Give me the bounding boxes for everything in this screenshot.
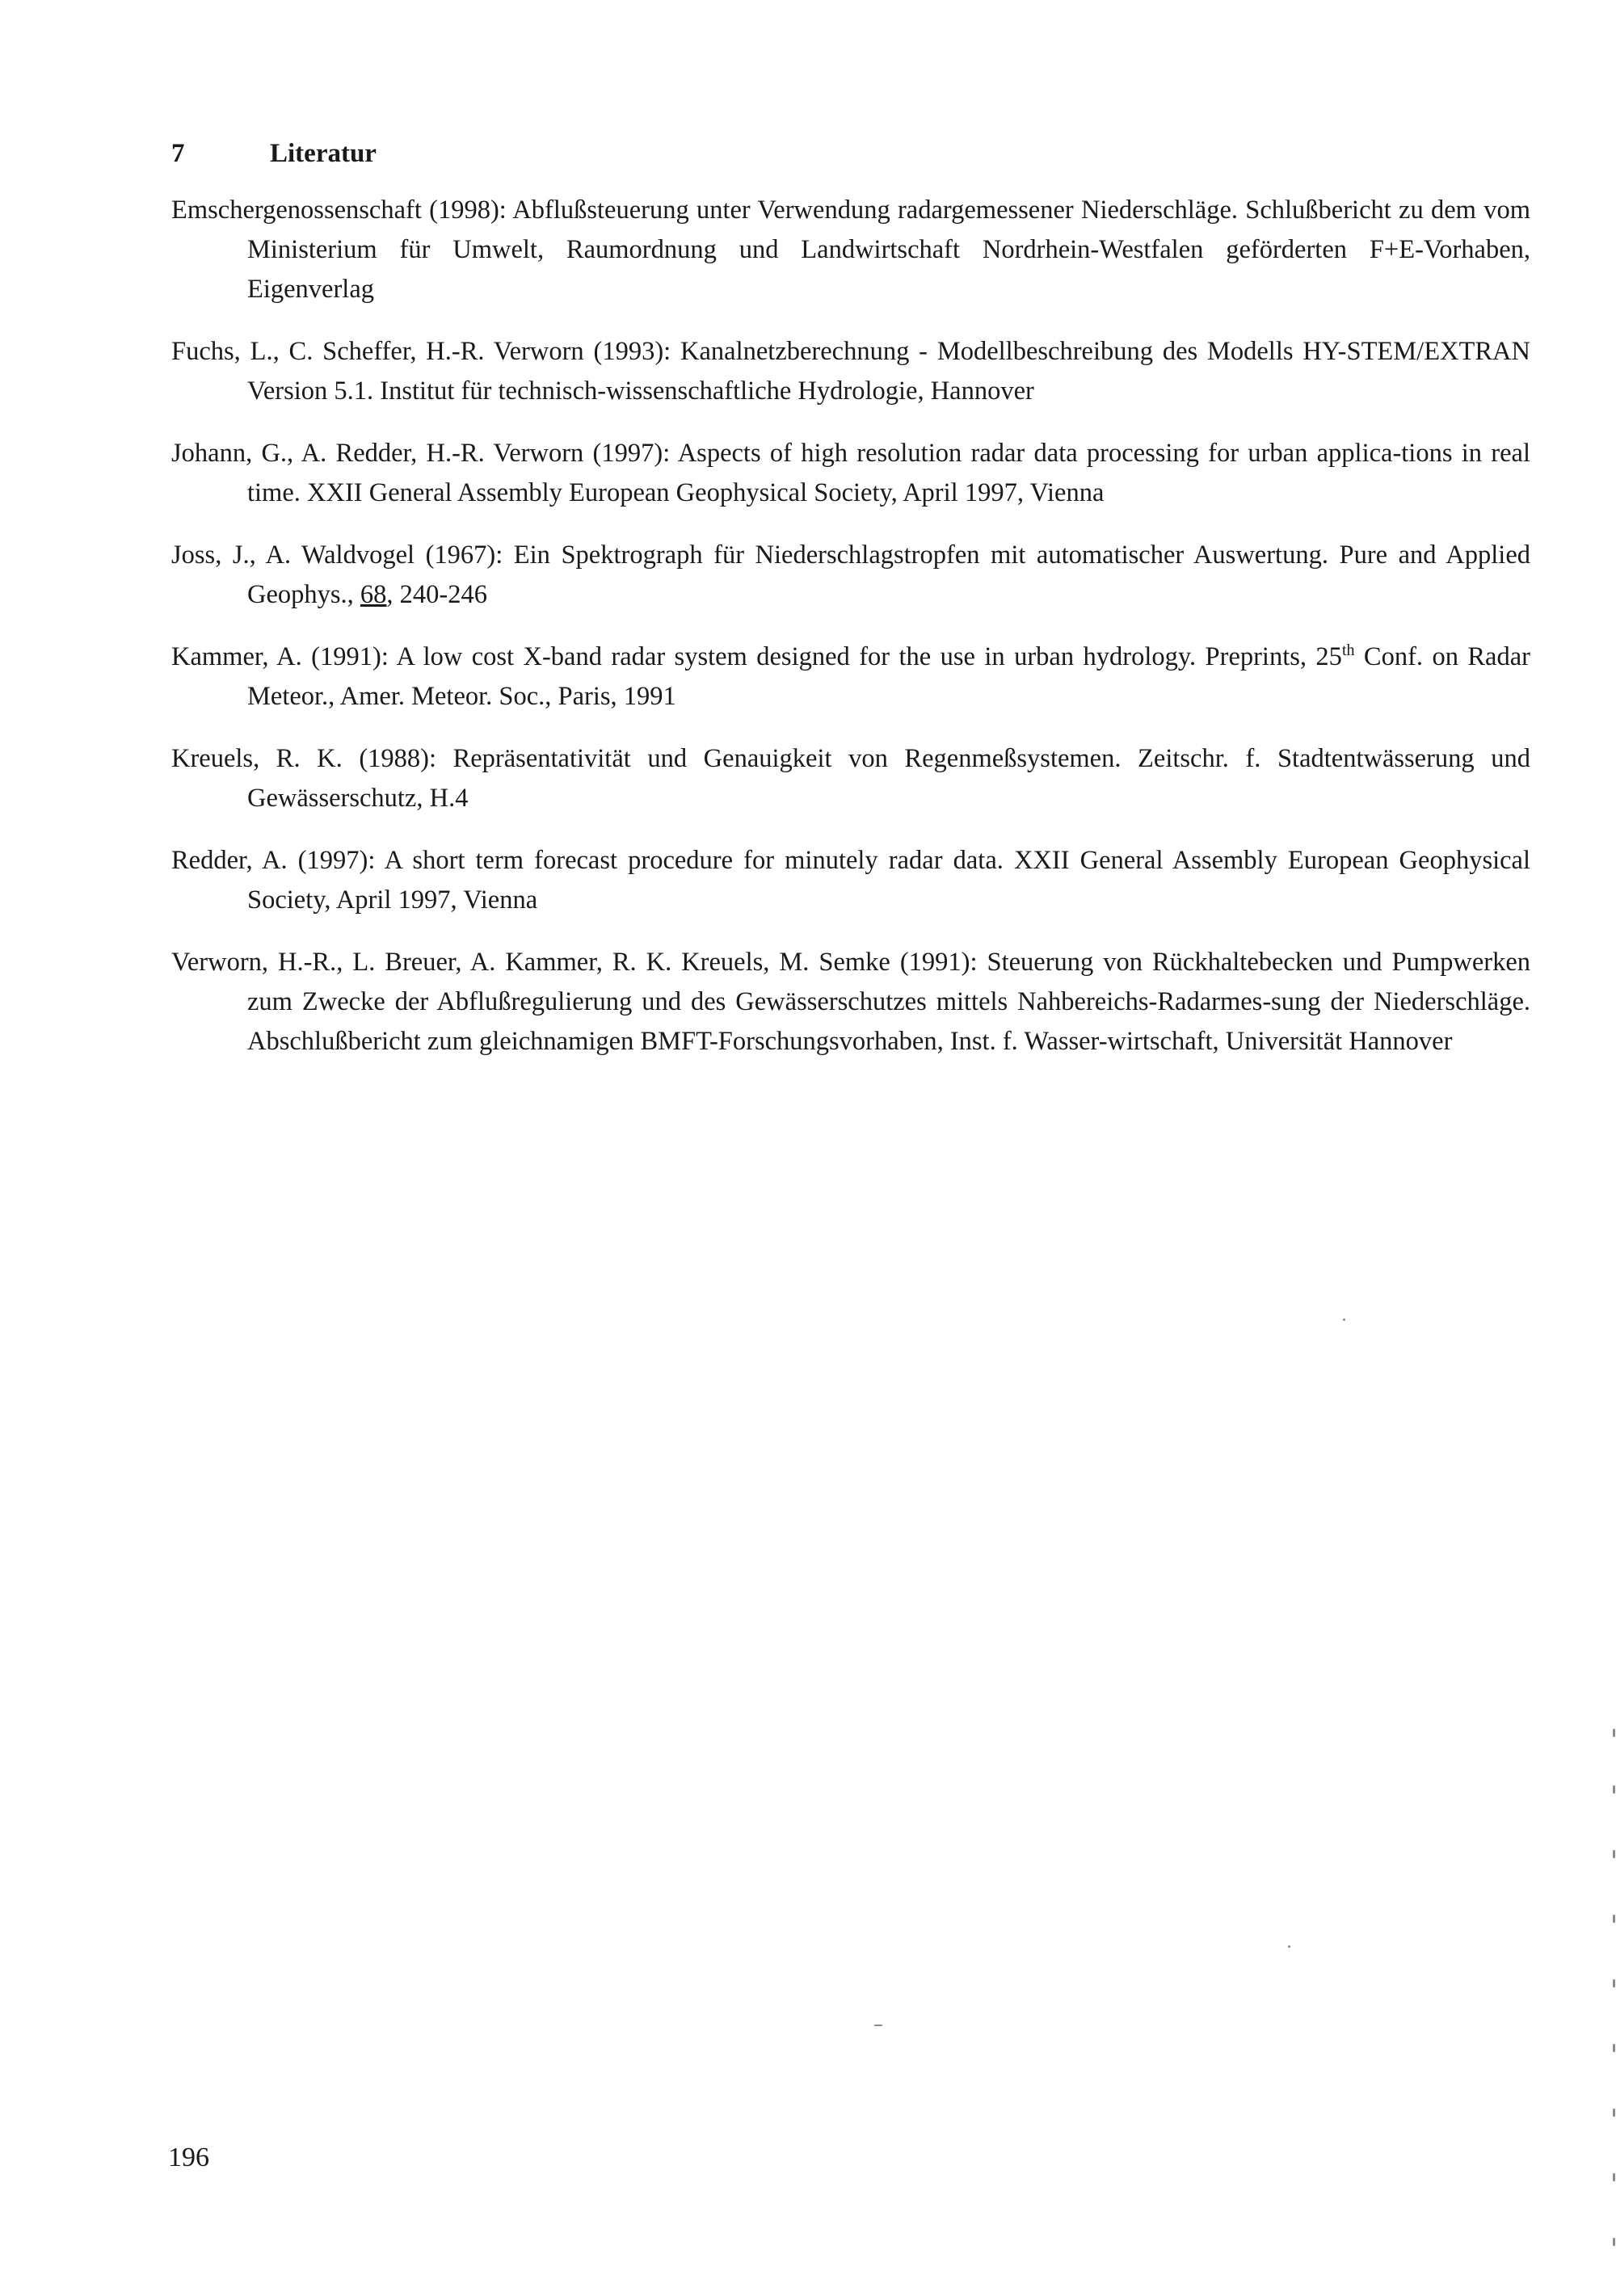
scan-artifact: [1288, 1945, 1290, 1948]
reference-text: Kammer, A. (1991): A low cost X-band radar system designed for the use in urban hydrology. Preprints, 25: [171, 642, 1342, 671]
reference-list: [171, 191, 1530, 1084]
scan-artifact: [1613, 1915, 1615, 1923]
page-number: 196: [168, 2143, 209, 2172]
scan-artifact: [1613, 1785, 1615, 1793]
reference-johann: [171, 434, 1530, 513]
section-title: Literatur: [270, 139, 377, 168]
reference-redder: [171, 841, 1530, 920]
reference-joss: [171, 536, 1530, 615]
scan-artifact: [1613, 2238, 1615, 2246]
reference-text: Fuchs, L., C. Scheffer, H.-R. Verworn (1993): Kanalnetzberechnung - Modellbeschreibung des Modells HY-STEM/EXTRAN Version 5.1. Institut für technisch-wissenschaftliche Hydrologie, Hannover: [171, 337, 1530, 406]
scan-artifact: [1613, 1729, 1615, 1737]
reference-text: Johann, G., A. Redder, H.-R. Verworn (1997): Aspects of high resolution radar data processing for urban applica-tions in real time. XXII General Assembly European Geophysical Society, April 1997, Vienna: [171, 439, 1530, 507]
scan-artifact: [1613, 1850, 1615, 1858]
section-heading: [171, 139, 377, 169]
scan-artifact: [1343, 1318, 1345, 1321]
scan-artifact: [1613, 2173, 1615, 2181]
reference-text: Verworn, H.-R., L. Breuer, A. Kammer, R. K. Kreuels, M. Semke (1991): Steuerung von Rückhaltebecken und Pumpwerken zum Zwecke der Abflußregulierung und des Gewässerschutzes mittels Nahbereichs-Radarmes-sung der Niederschläge. Abschlußbericht zum gleichnamigen BMFT-Forschungsvorhaben, Inst. f. Wasser-wirtschaft, Universität Hannover: [171, 948, 1530, 1056]
scan-artifact: [1613, 2044, 1615, 2052]
reference-kreuels: [171, 739, 1530, 818]
ordinal-superscript: th: [1341, 641, 1355, 660]
reference-text: , 240-246: [386, 580, 487, 609]
reference-text: Kreuels, R. K. (1988): Repräsentativität und Genauigkeit von Regenmeßsystemen. Zeitschr. f. Stadtentwässerung und Gewässerschutz, H.4: [171, 744, 1530, 813]
scan-artifact: [1613, 1979, 1615, 1987]
section-number: 7: [171, 139, 185, 168]
reference-text: Redder, A. (1997): A short term forecast procedure for minutely radar data. XXII General Assembly European Geophysical Society, April 1997, Vienna: [171, 846, 1530, 915]
reference-verworn: [171, 943, 1530, 1062]
reference-emschergenossenschaft: [171, 191, 1530, 309]
reference-text: Emschergenossenschaft (1998): Abflußsteuerung unter Verwendung radargemessener Niederschläge. Schlußbericht zu dem vom Ministerium für Umwelt, Raumordnung und Landwirtschaft Nordrhein-Westfalen geförderten F+E-Vorhaben, Eigenverlag: [171, 196, 1530, 304]
volume-number: 68: [360, 580, 387, 609]
reference-kammer: [171, 637, 1530, 717]
reference-text: Joss, J., A. Waldvogel (1967): Ein Spektrograph für Niederschlagstropfen mit automatischer Auswertung. Pure and Applied Geophys.,: [171, 540, 1530, 609]
reference-text: Conf. on Radar Meteor., Amer. Meteor. Soc., Paris, 1991: [247, 642, 1530, 711]
scan-artifact: [1613, 2109, 1615, 2117]
scan-artifact: [874, 2025, 882, 2026]
reference-fuchs: [171, 332, 1530, 411]
